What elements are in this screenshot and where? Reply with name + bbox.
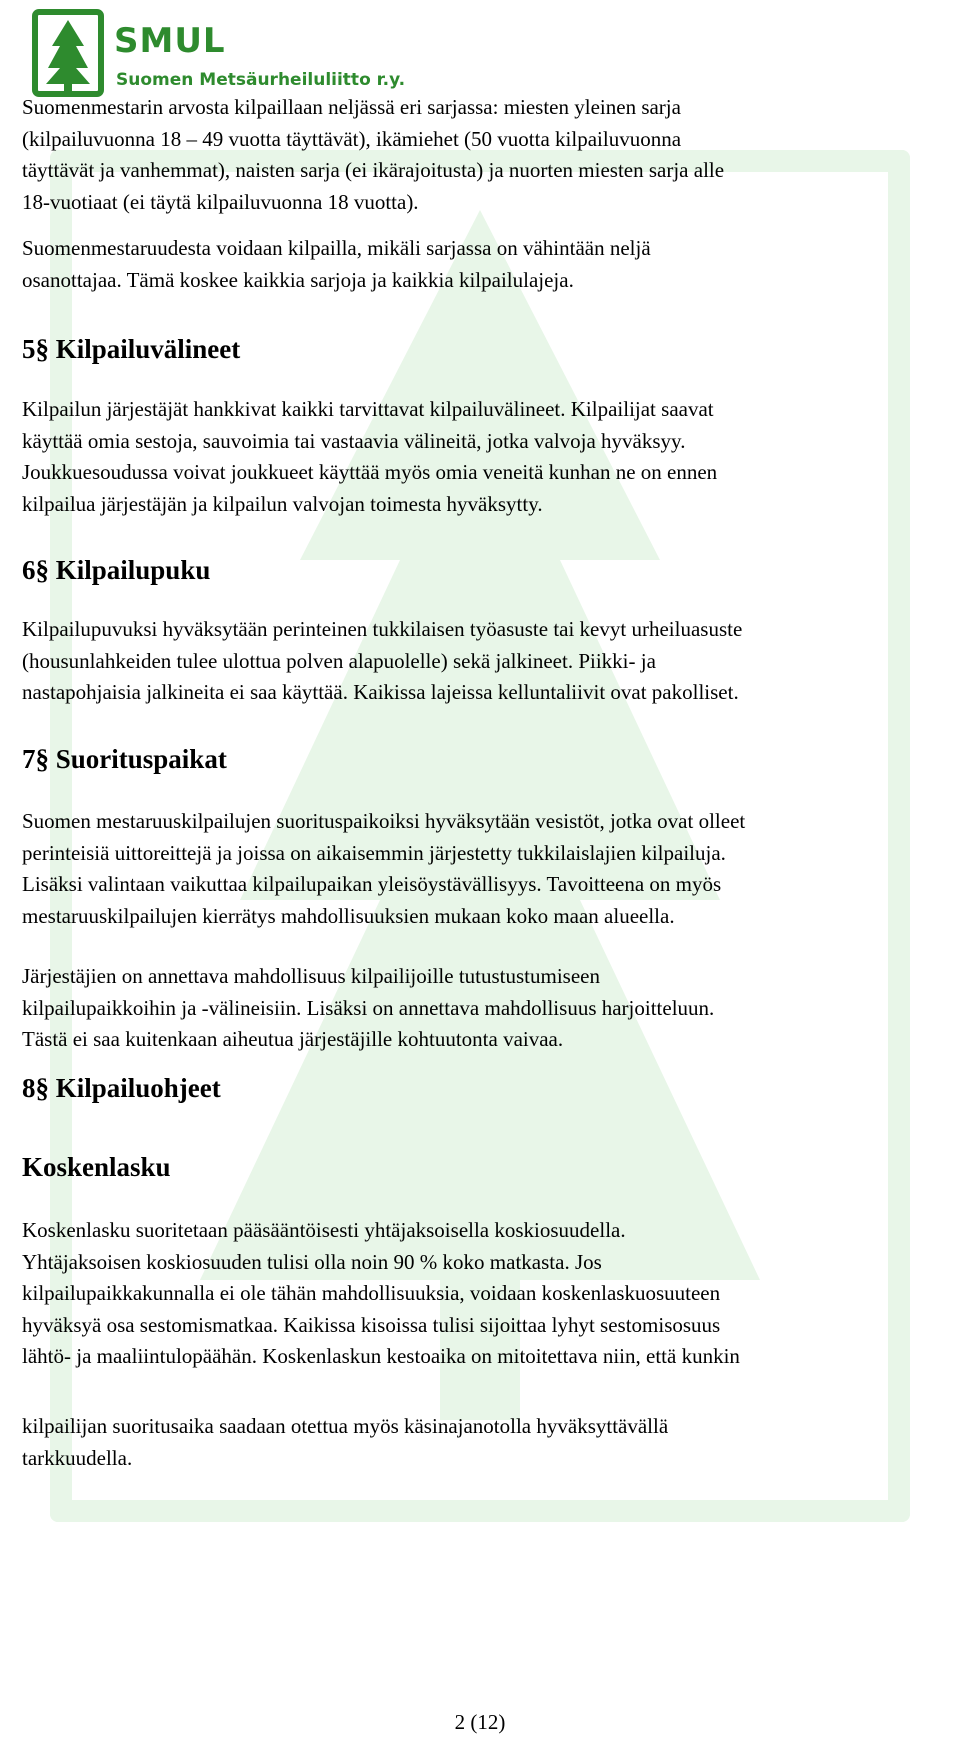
smul-logo-icon	[32, 8, 104, 98]
section-heading: 7§ Suorituspaikat	[22, 744, 227, 774]
section-heading: 6§ Kilpailupuku	[22, 555, 211, 585]
intro-paragraph: Suomenmestaruudesta voidaan kilpailla, mikäli sarjassa on vähintään neljä osanottajaa. Tämä koskee kaikkia sarjoja ja kaikkia kilpailulajeja.	[22, 236, 651, 292]
section-paragraph: Kilpailupuvuksi hyväksytään perinteinen tukkilaisen työasuste tai kevyt urheiluasuste (housunlahkeiden tulee ulottua polven alapuolelle) sekä jalkineet. Piikki- ja nastapohjaisia jalkineita ei saa käyttää. Kaikissa lajeissa kelluntaliivit ovat pakolliset.	[22, 617, 743, 704]
section-heading: 5§ Kilpailuvälineet	[22, 334, 241, 364]
section-heading: 8§ Kilpailuohjeet	[22, 1073, 221, 1103]
section-paragraph: Suomen mestaruuskilpailujen suorituspaikoiksi hyväksytään vesistöt, jotka ovat olleet perinteisiä uittoreittejä ja joissa on aikaisemmin järjestetty tukkilaislajien kilpailuja. Lisäksi valintaan vaikuttaa kilpailupaikan yleisöystävällisyys. Tavoitteena on myös mestaruuskilpailujen kierrätys mahdollisuuksien mukaan koko maan alueella.	[22, 809, 746, 928]
section-paragraph: kilpailijan suoritusaika saadaan otettua myös käsinajanotolla hyväksyttävällä tarkkuudella.	[22, 1414, 669, 1470]
section-paragraph: Kilpailun järjestäjät hankkivat kaikki tarvittavat kilpailuvälineet. Kilpailijat saavat käyttää omia sestoja, sauvoimia tai vastaavia välineitä, jotka valvoja hyväksyy. Joukkuesoudussa voivat joukkueet käyttää myös omia veneitä kunhan ne on ennen kilpailua järjestäjän ja kilpailun valvojan toimesta hyväksytty.	[22, 397, 718, 516]
intro-paragraph: Suomenmestarin arvosta kilpaillaan neljässä eri sarjassa: miesten yleinen sarja (kilpailuvuonna 18 – 49 vuotta täyttävät), ikämiehet (50 vuotta kilpailuvuonna täyttävät ja vanhemmat), naisten sarja (ei ikärajoitusta) ja nuorten miesten sarja alle 18-vuotiaat (ei täytä kilpailuvuonna 18 vuotta).	[22, 95, 725, 214]
section-paragraph: Järjestäjien on annettava mahdollisuus kilpailijoille tutustustumiseen kilpailupaikkoihin ja -välineisiin. Lisäksi on annettava mahdollisuus harjoitteluun. Tästä ei saa kuitenkaan aiheutua järjestäjille kohtuutonta vaivaa.	[22, 964, 715, 1051]
page-number: 2 (12)	[454, 1710, 506, 1734]
logo-text: SMUL	[114, 21, 226, 61]
section-paragraph: Koskenlasku suoritetaan pääsääntöisesti yhtäjaksoisella koskiosuudella. Yhtäjaksoisen koskiosuuden tulisi olla noin 90 % koko matkasta. Jos kilpailupaikkakunnalla ei ole tähän mahdollisuuksia, voidaan koskenlaskuosuuteen hyväksyä osa sestomismatkaa. Kaikissa kisoissa tulisi sijoittaa lyhyt sestomisosuus lähtö- ja maaliintulopäähän. Koskenlaskun kestoaika on mitoitettava niin, että kunkin	[22, 1218, 740, 1368]
logo-subtitle: Suomen Metsäurheiluliitto r.y.	[116, 70, 406, 90]
section-subheading: Koskenlasku	[22, 1152, 171, 1182]
